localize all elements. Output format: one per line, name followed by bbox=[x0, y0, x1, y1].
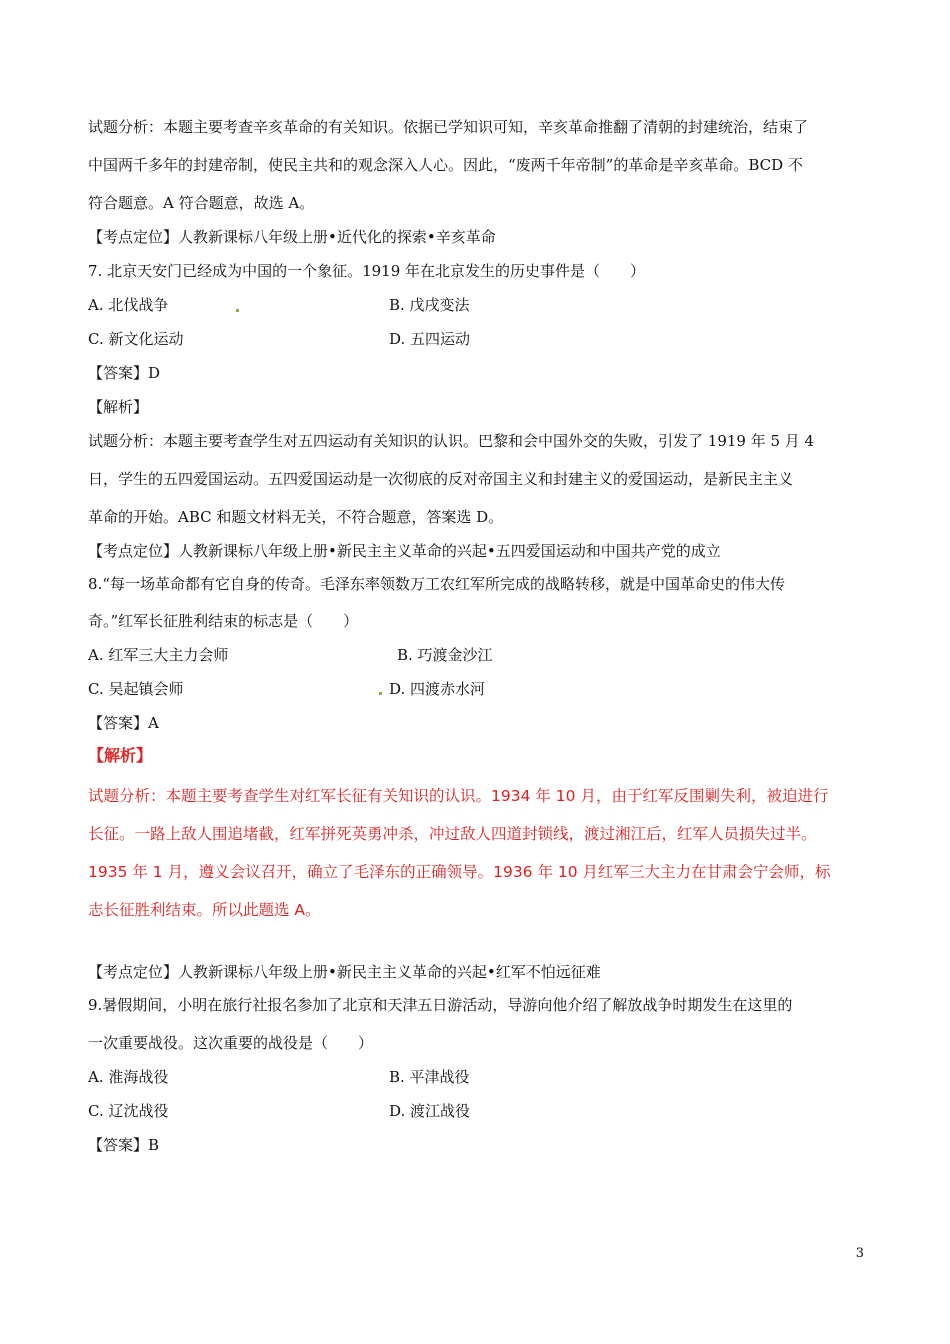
stray-mark bbox=[379, 692, 382, 695]
q7-kaodian: 【考点定位】人教新课标八年级上册•新民主主义革命的兴起•五四爱国运动和中国共产党的成立 bbox=[88, 542, 721, 560]
q8-analysis-line-1: 试题分析：本题主要考查学生对红军长征有关知识的认识。1934 年 10 月，由于红军反围剿失利，被迫进行 bbox=[88, 787, 829, 805]
q8-option-d: D. 四渡赤水河 bbox=[389, 680, 486, 698]
page-number: 3 bbox=[855, 1246, 864, 1261]
q8-jiexi-label: 【解析】 bbox=[88, 746, 153, 765]
q7-answer: 【答案】D bbox=[88, 364, 161, 382]
q6-analysis-line-2: 中国两千多年的封建帝制，使民主共和的观念深入人心。因此，“废两千年帝制”的革命是辛亥革命。BCD 不 bbox=[88, 156, 803, 174]
q7-analysis-line-2: 日，学生的五四爱国运动。五四爱国运动是一次彻底的反对帝国主义和封建主义的爱国运动，是新民主主义 bbox=[88, 470, 794, 488]
q9-answer: 【答案】B bbox=[88, 1136, 160, 1154]
q8-option-a: A. 红军三大主力会师 bbox=[88, 646, 229, 664]
stray-mark bbox=[236, 309, 239, 312]
q8-analysis-line-3: 1935 年 1 月，遵义会议召开，确立了毛泽东的正确领导。1936 年 10 月红军三大主力在甘肃会宁会师，标 bbox=[88, 863, 831, 881]
q7-stem: 7. 北京天安门已经成为中国的一个象征。1919 年在北京发生的历史事件是（ ） bbox=[88, 262, 646, 280]
q9-option-d: D. 渡江战役 bbox=[389, 1102, 471, 1120]
q9-stem-line-2: 一次重要战役。这次重要的战役是（ ） bbox=[88, 1034, 374, 1052]
q8-option-b: B. 巧渡金沙江 bbox=[397, 646, 493, 664]
q6-kaodian: 【考点定位】人教新课标八年级上册•近代化的探索•辛亥革命 bbox=[88, 228, 496, 246]
q7-option-a: A. 北伐战争 bbox=[88, 296, 169, 314]
q7-option-b: B. 戊戌变法 bbox=[389, 296, 470, 314]
q7-option-c: C. 新文化运动 bbox=[88, 330, 184, 348]
q7-jiexi-label: 【解析】 bbox=[88, 398, 149, 416]
q7-option-d: D. 五四运动 bbox=[389, 330, 471, 348]
q8-analysis-line-2: 长征。一路上敌人围追堵截，红军拼死英勇冲杀，冲过敌人四道封锁线，渡过湘江后，红军人员损失过半。 bbox=[88, 825, 817, 843]
q9-option-c: C. 辽沈战役 bbox=[88, 1102, 169, 1120]
q9-stem-line-1: 9.暑假期间，小明在旅行社报名参加了北京和天津五日游活动，导游向他介绍了解放战争时期发生在这里的 bbox=[88, 996, 793, 1014]
q8-stem-line-2: 奇。”红军长征胜利结束的标志是（ ） bbox=[88, 612, 359, 630]
q8-stem-line-1: 8.“每一场革命都有它自身的传奇。毛泽东率领数万工农红军所完成的战略转移，就是中国革命史的伟大传 bbox=[88, 575, 785, 593]
q6-analysis-line-3: 符合题意。A 符合题意，故选 A。 bbox=[88, 194, 315, 212]
q7-analysis-line-1: 试题分析：本题主要考查学生对五四运动有关知识的认识。巴黎和会中国外交的失败，引发了 1919 年 5 月 4 bbox=[88, 432, 815, 450]
q7-analysis-line-3: 革命的开始。ABC 和题文材料无关，不符合题意，答案选 D。 bbox=[88, 508, 504, 526]
q8-kaodian: 【考点定位】人教新课标八年级上册•新民主主义革命的兴起•红军不怕远征难 bbox=[88, 963, 601, 981]
q9-option-b: B. 平津战役 bbox=[389, 1068, 470, 1086]
q9-option-a: A. 淮海战役 bbox=[88, 1068, 169, 1086]
q8-answer: 【答案】A bbox=[88, 714, 159, 732]
q6-analysis-line-1: 试题分析：本题主要考查辛亥革命的有关知识。依据已学知识可知，辛亥革命推翻了清朝的封建统治，结束了 bbox=[88, 118, 809, 136]
q8-option-c: C. 吴起镇会师 bbox=[88, 680, 184, 698]
q8-analysis-line-4: 志长征胜利结束。所以此题选 A。 bbox=[88, 901, 321, 919]
